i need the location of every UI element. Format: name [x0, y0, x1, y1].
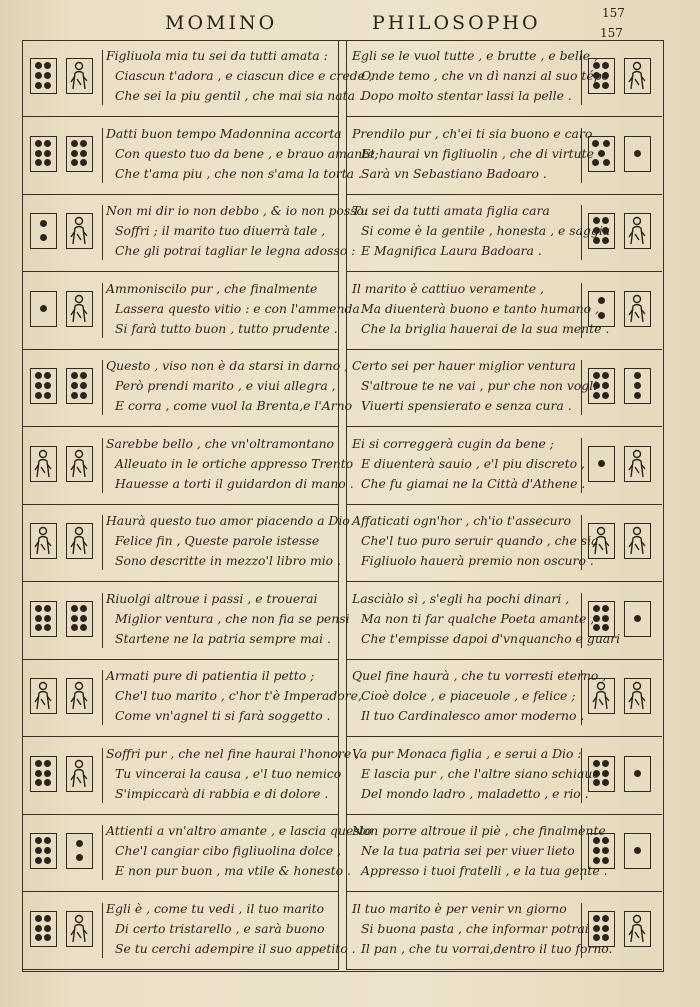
die-figure-icon — [624, 291, 651, 327]
verse-line: Si buona pasta , che informar potrai — [361, 920, 589, 936]
verse-line: Quel fine haurà , che tu vorresti eterno , — [352, 668, 607, 683]
die-6-icon — [30, 833, 57, 869]
verse-line: Cioè dolce , e piaceuole , e felice ; — [361, 688, 576, 703]
verse-line: Se tu cerchi adempire il suo appetito . — [115, 940, 356, 956]
tercet — [106, 744, 359, 804]
dice-pair — [24, 360, 103, 415]
die-6-icon — [30, 756, 57, 792]
verse-line: Che t'ama piu , che non s'ama la torta . — [115, 165, 362, 181]
die-figure-icon — [66, 58, 93, 94]
tercet — [106, 511, 350, 571]
die-6-icon — [30, 601, 57, 637]
tercet — [106, 201, 368, 261]
verse-line: Sono descritte in mezzo'l libro mio . — [115, 553, 342, 568]
verse-row — [346, 118, 662, 195]
dice-pair — [581, 438, 660, 493]
tercet — [352, 511, 599, 571]
verse-line: Lasciàlo sì , s'egli ha pochi dinari , — [352, 590, 570, 606]
verse-line: Ma non ti far qualche Poeta amante , — [361, 610, 595, 626]
verse-row — [22, 350, 353, 427]
die-1-icon — [588, 446, 615, 482]
verse-line: E diuenterà sauio , e'l piu discreto , — [361, 455, 585, 471]
dice-pair — [24, 670, 103, 725]
die-1-icon — [624, 601, 651, 637]
verse-line: Datti buon tempo Madonnina accorta — [106, 125, 342, 141]
die-1-icon — [624, 756, 651, 792]
verse-line: E Magnifica Laura Badoara . — [361, 243, 542, 258]
die-6-icon — [30, 368, 57, 404]
verse-row — [346, 505, 662, 582]
verse-line: Che'l cangiar cibo figliuolina dolce , — [115, 843, 342, 858]
dice-pair — [24, 825, 103, 880]
verse-line: Attienti a vn'altro amante , e lascia questo — [106, 823, 373, 838]
verse-line: Soffri ; il marito tuo diuerrà tale , — [115, 223, 326, 238]
die-2-icon — [30, 213, 57, 249]
verse-line: Onde temo , che vn dì nanzi al suo tépo — [361, 68, 610, 83]
verse-line: Come vn'agnel ti si farà soggetto . — [115, 708, 331, 723]
die-1-icon — [30, 291, 57, 327]
verse-line: Che la briglia hauerai de la sua mente . — [361, 320, 610, 336]
die-figure-icon — [624, 523, 651, 559]
verse-row — [346, 583, 662, 660]
verse-row — [346, 273, 662, 350]
dice-pair — [24, 748, 103, 803]
tercet — [106, 666, 362, 726]
verse-line: Di certo tristarello , e sarà buono — [115, 920, 325, 936]
tercet — [352, 46, 609, 106]
dice-pair — [24, 50, 103, 105]
verse-row — [22, 738, 360, 815]
verse-line: Tu sei da tutti amata figlia cara — [352, 203, 550, 218]
die-figure-icon — [66, 213, 93, 249]
tercet — [106, 356, 352, 416]
tercet — [352, 356, 597, 416]
die-6-icon — [66, 368, 93, 404]
dice-pair — [24, 128, 103, 183]
verse-row — [22, 273, 360, 350]
verse-line: Armati pure di patientia il petto ; — [106, 668, 315, 683]
verse-line: Riuolgi altroue i passi , e trouerai — [106, 590, 318, 606]
verse-line: Che t'empisse dapoi d'vnquancho e guari — [361, 630, 621, 646]
die-figure-icon — [66, 446, 93, 482]
verse-line: Il tuo marito è per venir vn giorno — [352, 900, 567, 916]
page-number: 157 — [602, 6, 625, 20]
tercet — [352, 744, 600, 804]
verse-row — [346, 660, 662, 737]
die-2-icon — [66, 833, 93, 869]
verse-line: Ammoniscilo pur , che finalmente — [106, 280, 318, 296]
die-figure-icon — [624, 213, 651, 249]
die-1-icon — [624, 136, 651, 172]
verse-line: Il pan , che tu vorrai,dentro il tuo forno. — [361, 940, 613, 956]
running-header-right: PHILOSOPHO — [372, 12, 541, 34]
verse-line: Questo , viso non è da starsi in darno , — [106, 358, 349, 373]
verse-line: Va pur Monaca figlia , e serui a Dio : — [352, 745, 582, 761]
verse-line: Appresso i tuoi fratelli , e la tua gente . — [361, 863, 608, 878]
dice-pair — [24, 593, 103, 648]
tercet — [352, 124, 594, 184]
die-6-icon — [30, 911, 57, 947]
die-6-icon — [30, 136, 57, 172]
verse-line: E lascia pur , che l'altre siano schiaue — [361, 765, 600, 781]
verse-row — [22, 428, 354, 505]
verse-row — [346, 815, 662, 892]
die-6-icon — [66, 601, 93, 637]
verse-line: Soffri pur , che nel fine haurai l'honore , — [106, 745, 360, 761]
die-figure-icon — [66, 678, 93, 714]
verse-line: Miglior ventura , che non fia se pensi — [115, 610, 350, 626]
verse-row — [346, 350, 662, 427]
verse-line: Che'l tuo puro seruir quando , che sia — [361, 533, 599, 548]
verse-line: Startene ne la patria sempre mai . — [115, 630, 331, 646]
verse-line: Il tuo Cardinalesco amor moderno . — [361, 708, 585, 723]
verse-line: Sarebbe bello , che vn'oltramontano — [106, 435, 335, 451]
dice-pair — [24, 438, 103, 493]
die-6-icon — [66, 136, 93, 172]
verse-line: Che'l tuo marito , c'hor t'è Imperadore, — [115, 688, 362, 703]
verse-line: E non pur buon , ma vtile & honesto . — [115, 863, 351, 878]
verse-line: Felice fin , Queste parole istesse — [115, 533, 320, 548]
verse-line: S'impiccarà di rabbia e di dolore . — [115, 785, 329, 801]
verse-line: Egli è , come tu vedi , il tuo marito — [106, 900, 325, 916]
verse-line: Non porre altroue il piè , che finalmente — [352, 823, 606, 838]
verse-line: Figliuolo hauerà premio non oscuro . — [361, 553, 594, 568]
tercet — [352, 666, 606, 726]
verse-line: Si come è la gentile , honesta , e saggia — [361, 223, 611, 238]
right-column — [346, 40, 662, 970]
verse-line: Che gli potrai tagliar le legna adosso : — [115, 243, 356, 258]
verse-line: Che sei la piu gentil , che mai sia nata . — [115, 88, 363, 103]
verse-line: Il marito è cattiuo veramente , — [352, 280, 544, 296]
verse-line: Però prendi marito , e viui allegra , — [115, 378, 336, 393]
verse-line: Hauesse a torti il guidardon di mano . — [115, 475, 354, 491]
verse-line: Che fu giamai ne la Città d'Athene . — [361, 475, 586, 491]
left-column — [22, 40, 379, 970]
tercet — [106, 124, 379, 184]
verse-line: Tu vincerai la causa , e'l tuo nemico — [115, 765, 342, 781]
verse-row — [22, 505, 350, 582]
tercet — [352, 434, 585, 494]
verse-line: Con questo tuo da bene , e brauo amante; — [115, 145, 379, 161]
tercet — [106, 46, 373, 106]
tercet — [106, 279, 360, 339]
tercet — [352, 279, 609, 339]
die-figure-icon — [624, 678, 651, 714]
verse-row — [22, 660, 362, 737]
verse-line: Ei si correggerà cugin da bene ; — [352, 435, 554, 451]
verse-line: Del mondo ladro , maladetto , e rio . — [361, 785, 589, 801]
tercet — [106, 821, 372, 881]
dice-pair — [24, 283, 103, 338]
verse-line: Haurà questo tuo amor piacendo a Dio — [106, 513, 350, 528]
verse-line: Egli se le vuol tutte , e brutte , e belle , — [352, 48, 598, 63]
verse-line: Viuerti spensierato e senza cura . — [361, 398, 572, 413]
verse-line: Affaticati ogn'hor , ch'io t'assecuro — [352, 513, 572, 528]
verse-line: Si farà tutto buon , tutto prudente . — [115, 320, 338, 336]
die-figure-icon — [66, 756, 93, 792]
verse-row — [22, 893, 356, 970]
dice-pair — [24, 205, 103, 260]
die-figure-icon — [66, 291, 93, 327]
page-number-inner: 157 — [600, 26, 623, 40]
die-figure-icon — [66, 523, 93, 559]
verse-row — [22, 815, 373, 892]
verse-line: Dopo molto stentar lassi la pelle . — [361, 88, 572, 103]
die-figure-icon — [30, 523, 57, 559]
verse-row — [22, 195, 369, 272]
verse-line: Ma diuenterà buono e tanto humano , — [361, 300, 599, 316]
die-figure-icon — [624, 446, 651, 482]
verse-line: Non mi dir io non debbo , & io non posso: — [106, 203, 369, 218]
tercet — [106, 434, 354, 494]
verse-line: Prendilo pur , ch'ei ti sia buono e caro — [352, 125, 593, 141]
die-figure-icon — [30, 678, 57, 714]
verse-row — [22, 40, 373, 117]
dice-pair — [24, 903, 103, 958]
tercet — [106, 589, 350, 649]
die-6-icon — [30, 58, 57, 94]
die-figure-icon — [30, 446, 57, 482]
verse-line: Certo sei per hauer miglior ventura — [352, 358, 576, 373]
verse-row — [346, 195, 662, 272]
verse-line: Lassera questo vitio : e con l'ammenda — [115, 300, 360, 316]
verse-row — [22, 583, 350, 660]
verse-line: Figliuola mia tu sei da tutti amata : — [106, 48, 328, 63]
verse-row — [346, 40, 662, 117]
verse-row — [22, 118, 379, 195]
verse-line: S'altroue te ne vai , pur che non vogli — [361, 378, 598, 393]
tercet — [106, 899, 356, 959]
verse-line: Ciascun t'adora , e ciascun dice e crede , — [115, 68, 373, 83]
verse-row — [346, 428, 662, 505]
verse-line: Sarà vn Sebastiano Badoaro . — [361, 165, 547, 181]
verse-line: Ne la tua patria sei per viuer lieto — [361, 843, 575, 858]
die-figure-icon — [624, 58, 651, 94]
verse-line: Et haurai vn figliuolin , che di virtute — [361, 145, 594, 161]
dice-pair — [24, 515, 103, 570]
die-1-icon — [624, 833, 651, 869]
verse-line: E corra , come vuol la Brenta,e l'Arno — [115, 398, 353, 413]
tercet — [352, 821, 608, 881]
tercet — [352, 899, 613, 959]
tercet — [352, 589, 620, 649]
verse-row — [346, 893, 662, 970]
die-figure-icon — [624, 911, 651, 947]
die-3-icon — [624, 368, 651, 404]
running-header-left: MOMINO — [165, 12, 278, 34]
verse-line: Alleuato in le ortiche appresso Trento — [115, 455, 354, 471]
verse-row — [346, 738, 662, 815]
tercet — [352, 201, 610, 261]
die-figure-icon — [66, 911, 93, 947]
